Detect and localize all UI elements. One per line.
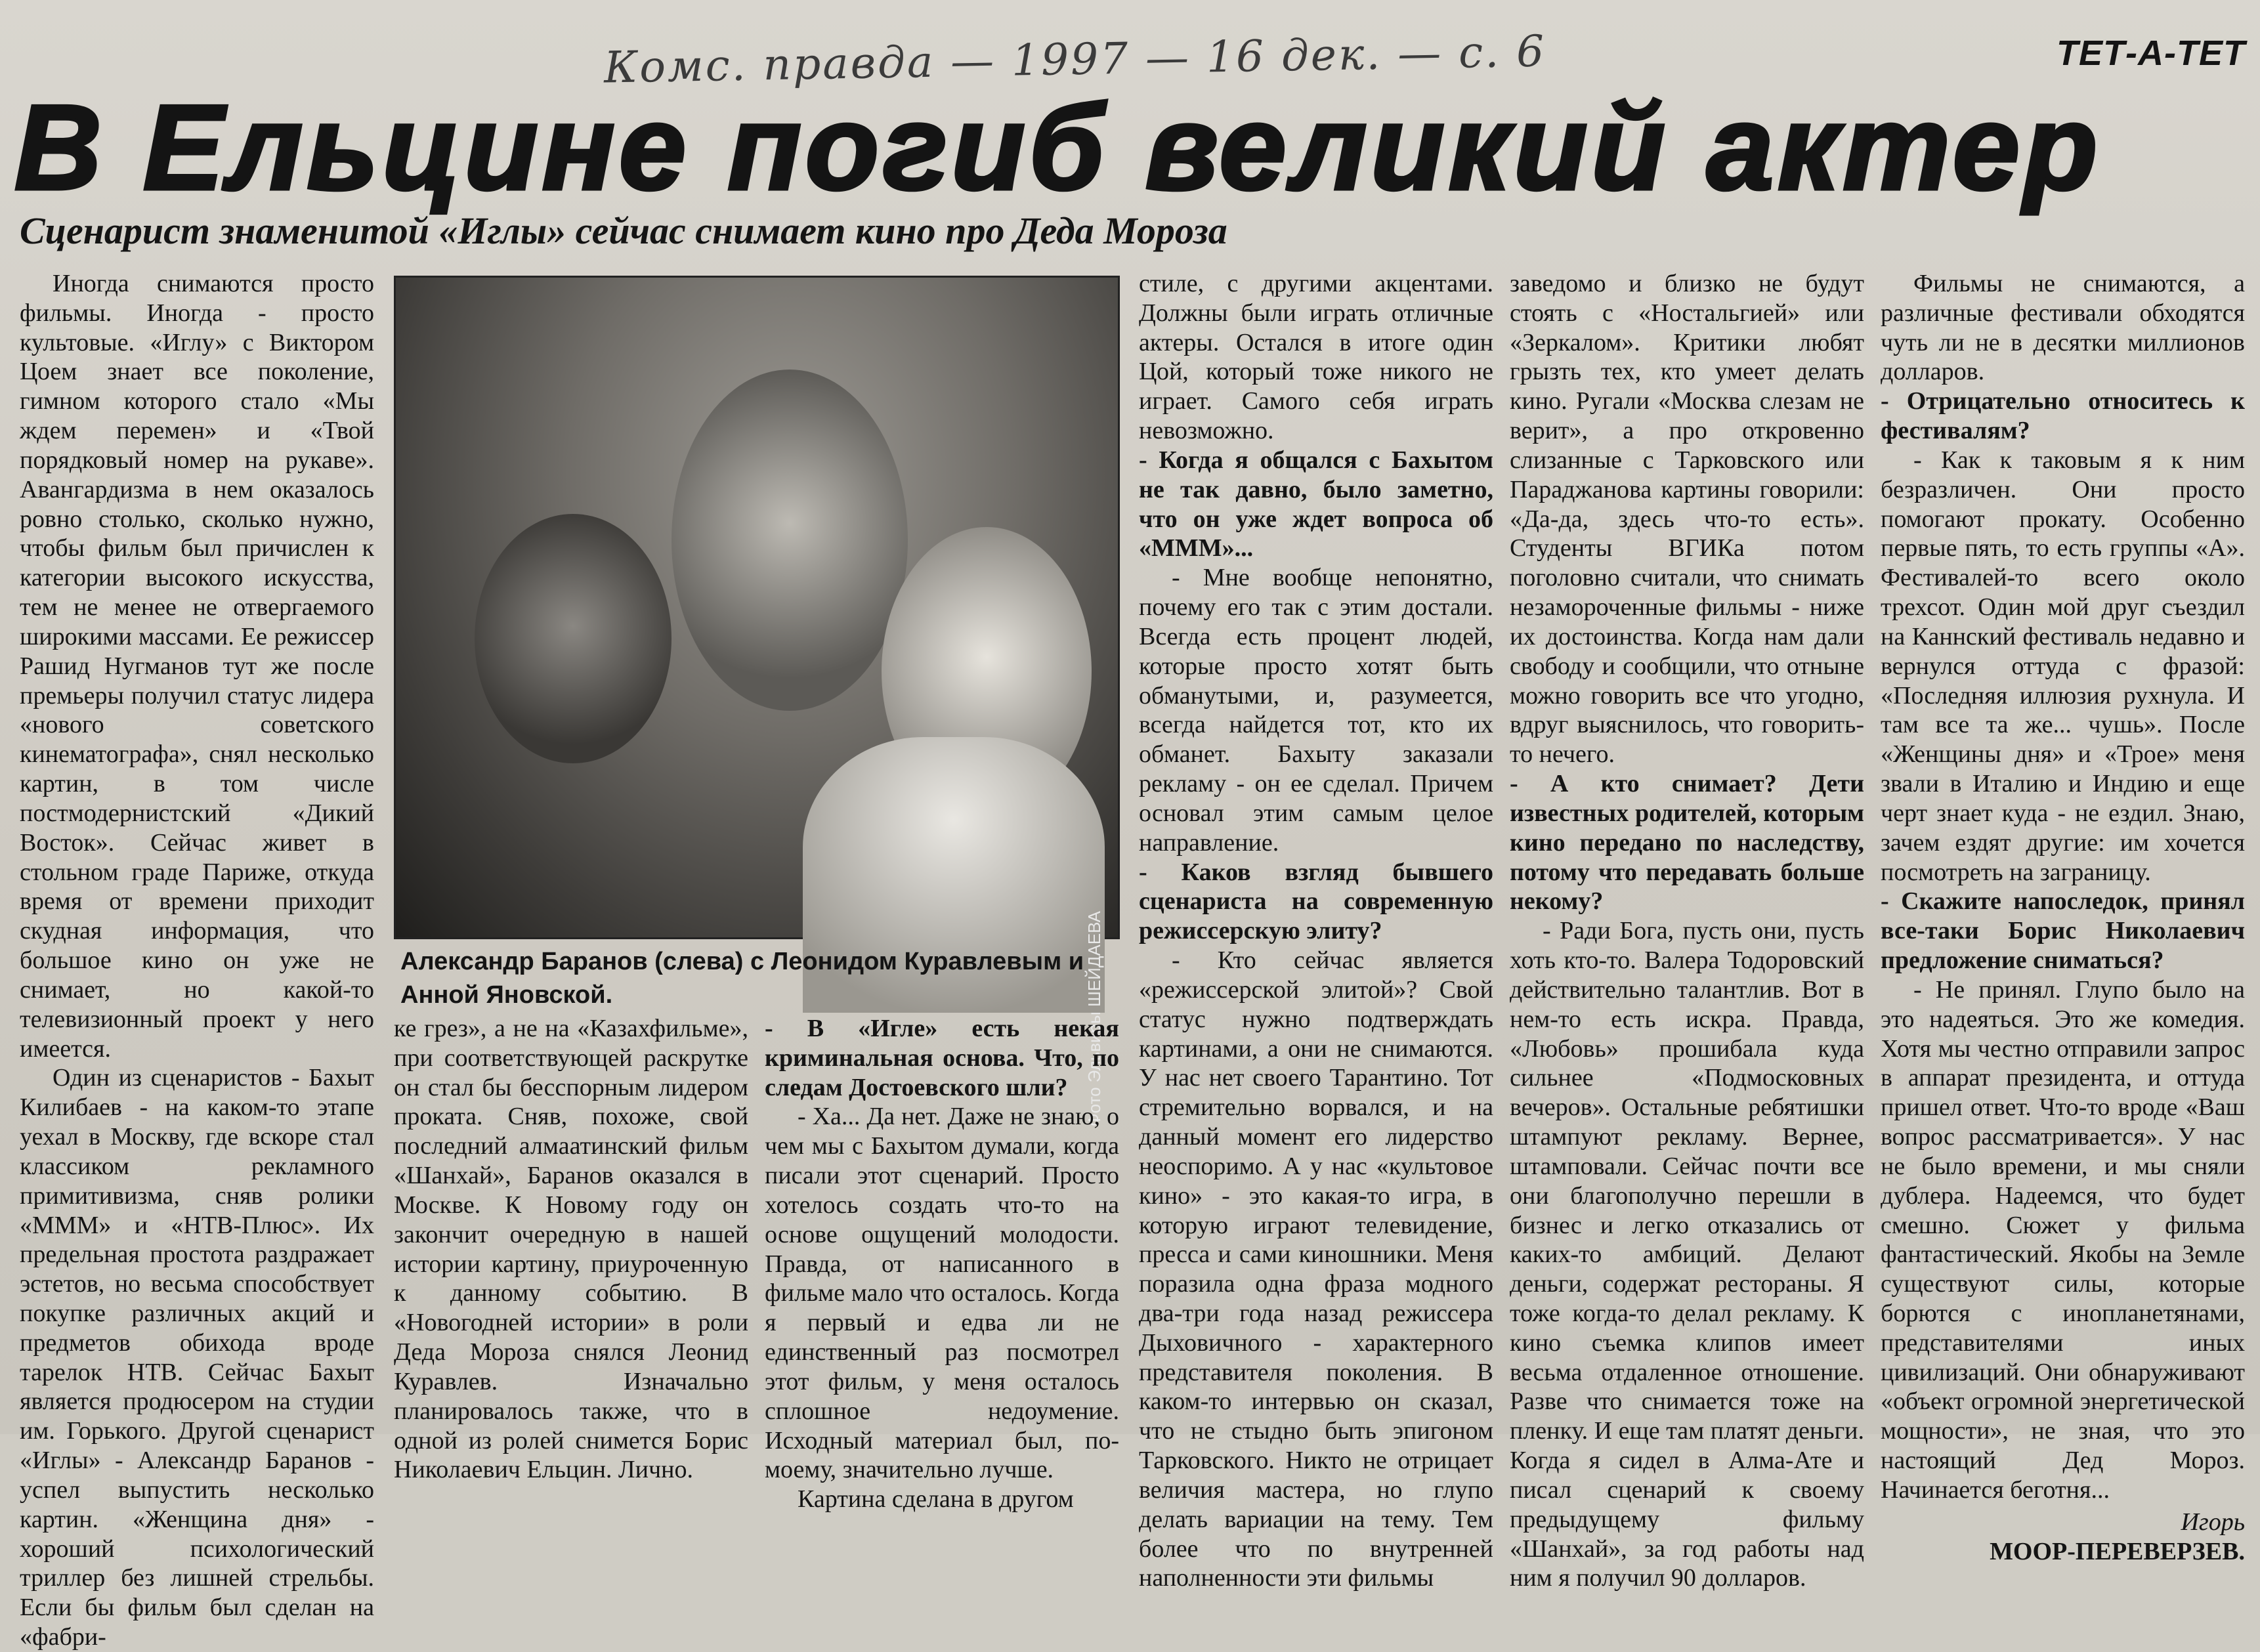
interview-question: - В «Игле» есть некая криминальная основа. Что, по следам Достоевского шли? (765, 1015, 1119, 1101)
article-column-3 (765, 1014, 1119, 1514)
article-paragraph: Один из сценаристов - Бахыт Килибаев - на каком-то этапе уехал в Москву, где вскоре стал классиком рекламного примитивизма, сняв ролики «МММ» и «НТВ-Плюс». Их предельная простота раздражает эстетов, но весьма способствует покупке различных акций и предметов обихода вроде тарелок НТВ. Сейчас Бахыт является продюсером на студии им. Горького. Другой сценарист «Иглы» - Александр Баранов - успел выпустить несколько картин. «Женщина дня» - хороший психологический триллер без лишней стрельбы. Если бы фильм был сделан на «фабри- (20, 1064, 374, 1651)
author-first-name: Игорь (2181, 1508, 2245, 1536)
interview-question: - Когда я общался с Бахытом не так давно, было заметно, что он уже ждет вопроса об «МММ»... (1139, 446, 1493, 562)
article-paragraph: ке грез», а не на «Казахфильме», при соответствующей раскрутке он стал бы бесспорным лидером проката. Сняв, похоже, свой последний алмаатинский фильм «Шанхай», Баранов оказался в Москве. К Новому году он закончит очередную в нашей истории картину, приуроченную к данному событию. В «Новогодней истории» в роли Деда Мороза снялся Леонид Куравлев. Изначально планировалось также, что в одной из ролей снимется Борис Николаевич Ельцин. Лично. (394, 1015, 748, 1484)
subheadline: Сценарист знаменитой «Иглы» сейчас снимает кино про Деда Мороза (20, 209, 1227, 252)
article-column-1 (20, 269, 374, 1651)
article-paragraph: - Кто сейчас является «режиссерской элитой»? Свой статус нужно подтверждать картинами, а они не снимаются. У нас нет своего Тарантино. Тот стремительно ворвался, и на данный момент его лидерство неоспоримо. А у нас «культовое кино» - это какая-то игра, в которую играют телевидение, пресса и сами киношники. Меня поразила одна фраза модного два-три года назад режиссера Дыховичного - характерного представителя поколения. В каком-то интервью он сказал, что не стыдно быть эпигоном Тарковского. Никто не отрицает величия мастера, но глупо делать вариации на тему. Тем более что по внутренней наполненности эти фильмы (1139, 946, 1493, 1592)
interview-question: - А кто снимает? Дети известных родителей, которым кино передано по наследству, потому что передавать больше некому? (1510, 770, 1864, 916)
article-paragraph: - Ха... Да нет. Даже не знаю, о чем мы с Бахытом думали, когда писали этот сценарий. Просто хотелось создать что-то на основе ощущений молодости. Правда, от написанного в фильме мало что осталось. Когда я первый и едва ли не единственный раз посмотрел этот фильм, у меня осталось сплошное недоумение. Исходный материал был, по-моему, значительно лучше. (765, 1103, 1119, 1484)
article-paragraph: - Ради Бога, пусть они, пусть хоть кто-то. Валера Тодоровский действительно талантлив. Вот в нем-то есть искра. Правда, «Любовь» прошибала куда сильнее «Подмосковных вечеров». Остальные ребятишки штампуют рекламу. Вернее, штамповали. Сейчас почти все они благополучно перешли в бизнес и легко отказались от каких-то амбиций. Делают деньги, содержат рестораны. Я тоже когда-то делал рекламу. К кино съемка клипов имеет весьма отдаленное отношение. Разве что снимается тоже на пленку. И еще там платят деньги. Когда я сидел в Алма-Ате и писал сценарий к своему предыдущему фильму «Шанхай», за год работы над ним я получил 90 долларов. (1510, 917, 1864, 1592)
photo-figure-center (672, 370, 908, 711)
headline: В Ельцине погиб великий актер (14, 79, 2102, 215)
article-paragraph: заведомо и близко не будут стоять с «Ностальгией» или «Зеркалом». Критики любят грызть тех, кто умеет делать кино. Ругали «Москва слезам не верит», а про откровенно слизанные с Тарковского или Параджанова картины говорили: «Да-да, здесь что-то есть». Студенты ВГИКа потом поголовно считали, что снимать незамороченные фильмы - ниже их достоинства. Когда нам дали свободу и сообщили, что отныне можно говорить все что угодно, вдруг выяснилось, что говорить-то нечего. (1510, 270, 1864, 769)
interview-question: - Скажите напоследок, принял все-таки Борис Николаевич предложение сниматься? (1881, 887, 2245, 975)
article-paragraph: стиле, с другими акцентами. Должны были играть отличные актеры. Остался в итоге один Цой, который тоже никого не играет. Самого себя играть невозможно. (1139, 270, 1493, 445)
photo-credit: Фото Эльвиры ШЕЙДАЕВА (1084, 911, 1104, 1127)
interview-question: - Каков взгляд бывшего сценариста на современную режиссерскую элиту? (1139, 858, 1493, 945)
article-column-5 (1510, 269, 1864, 1592)
interview-question: - Отрицательно относитесь к фестивалям? (1881, 387, 2245, 445)
article-paragraph: Фильмы не снимаются, а различные фестивали обходятся чуть ли не в десятки миллионов долларов. (1881, 270, 2245, 386)
article-column-6 (1881, 269, 2245, 1565)
rubric-label: ТЕТ-А-ТЕТ (2057, 33, 2246, 73)
article-column-2 (394, 1014, 748, 1484)
article-column-4 (1139, 269, 1493, 1592)
article-paragraph: - Мне вообще непонятно, почему его так с этим достали. Всегда есть процент людей, которые просто хотят быть обманутыми, и, разумеется, всегда найдется тот, кто их обманет. Бахыту заказали рекламу - он ее сделал. Причем основал этим самым целое направление. (1139, 564, 1493, 857)
article-paragraph: - Как к таковым я к ним безразличен. Они просто помогают прокату. Особенно первые пять, то есть группы «А». Фестивалей-то всего около трехсот. Один мой друг съездил на Каннский фестиваль недавно и вернулся оттуда с фразой: «Последняя иллюзия рухнула. И там все та же... чушь». После «Женщины дня» и «Трое» меня звали в Италию и Индию и еще черт знает куда - не ездил. Знаю, зачем ездят другие: им хочется посмотреть на заграницу. (1881, 446, 2245, 886)
article-paragraph: Картина сделана в другом (798, 1485, 1074, 1514)
article-paragraph: Иногда снимаются просто фильмы. Иногда - просто культовые. «Иглу» с Виктором Цоем знает все поколение, гимном которого стало «Мы ждем перемен» и «Твой порядковый номер на рукаве». Авангардизма в нем оказалось ровно столько, сколько нужно, чтобы фильм был причислен к категории высокого искусства, тем не менее не отвергаемого широкими массами. Ее режиссер Рашид Нугманов тут же после премьеры получил статус лидера «нового советского кинематографа», снял несколько картин, в том числе постмодернистский «Дикий Восток». Сейчас живет в стольном граде Париже, откуда время от времени приходит скудная информация, что большое кино он уже не снимает, но какой-то телевизионный проект у него имеется. (20, 270, 374, 1063)
handwritten-source-note: Комс. правда — 1997 — 16 дек. — с. 6 (603, 26, 1546, 93)
photo-caption: Александр Баранов (слева) с Леонидом Куравлевым и Анной Яновской. (400, 948, 1084, 1009)
article-paragraph: - Не принял. Глупо было на это надеяться. Это же комедия. Хотя мы честно отправили запрос в аппарат президента, и оттуда пришел ответ. Что-то вроде «Ваш вопрос рассматривается». У нас не было времени, и мы сняли дублера. Надеемся, что будет смешно. Сюжет у фильма фантастический. Якобы на Земле существуют силы, которые борются с инопланетянами, представителями иных цивилизаций. Они обнаруживают «объект огромной энергетической мощности», не зная, что это настоящий Дед Мороз. Начинается беготня... (1881, 975, 2245, 1504)
photo-figure-left (475, 514, 672, 763)
author-last-name: МООР-ПЕРЕВЕРЗЕВ. (1990, 1537, 2245, 1565)
